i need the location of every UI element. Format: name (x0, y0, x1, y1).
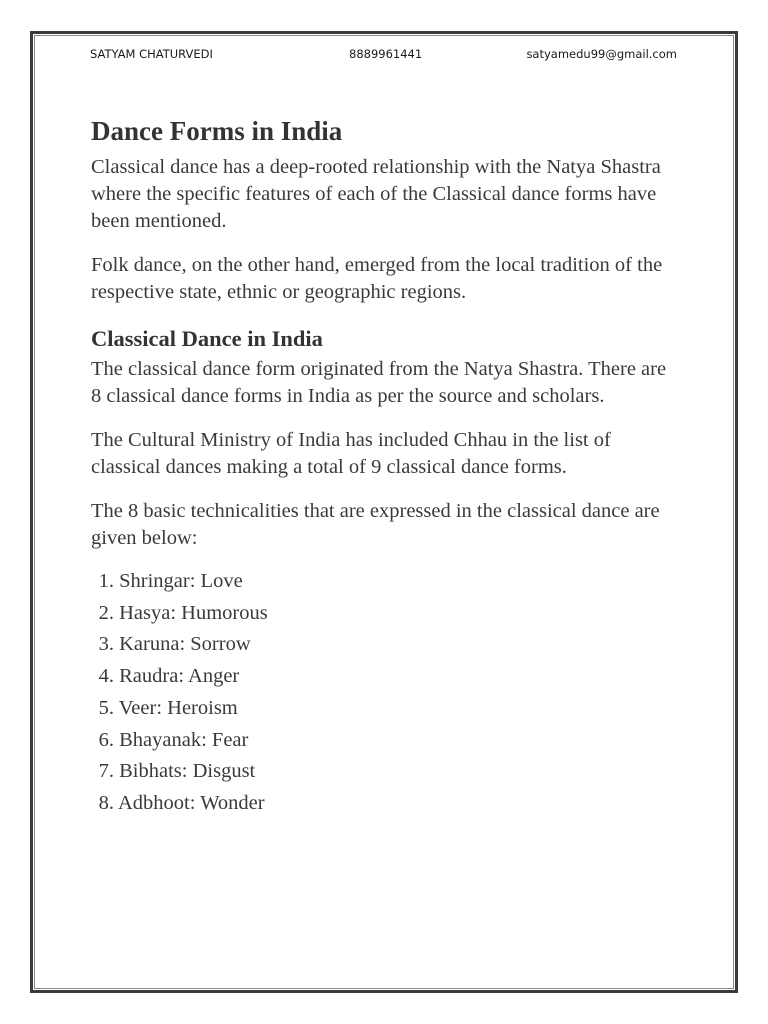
list-text: Adbhoot: Wonder (118, 791, 265, 814)
list-item (91, 629, 681, 661)
list-number: 5. (98, 696, 114, 719)
list-number: 1. (98, 570, 114, 592)
page-title: Dance Forms in India (91, 116, 343, 146)
intro-paragraph: Folk dance, on the other hand, emerged from the local tradition of the respective state, ethnic or geographic regions. (91, 254, 663, 303)
section-paragraph: The classical dance form originated from the Natya Shastra. There are 8 classical dance forms in India as per the source and scholars. (91, 358, 667, 407)
list-number: 2. (98, 601, 114, 624)
list-number: 3. (98, 633, 114, 656)
list-number: 7. (98, 760, 114, 783)
list-item (91, 566, 681, 598)
list-text: Karuna: Sorrow (119, 633, 251, 656)
list-item (91, 756, 681, 788)
list-text: Hasya: Humorous (119, 601, 268, 624)
list-text: Bhayanak: Fear (119, 728, 249, 751)
intro-paragraph: Classical dance has a deep-rooted relationship with the Natya Shastra where the specific features of each of the Classical dance forms have been mentioned. (91, 156, 661, 232)
section-paragraph: The 8 basic technicalities that are expressed in the classical dance are given below: (91, 500, 660, 549)
list-text: Bibhats: Disgust (119, 760, 256, 783)
author-name: SATYAM CHATURVEDI (90, 47, 213, 61)
section-paragraph: The Cultural Ministry of India has included Chhau in the list of classical dances making a total of 9 classical dance forms. (91, 429, 611, 478)
page-header (90, 47, 680, 65)
author-email: satyamedu99@gmail.com (526, 47, 677, 61)
document-body (91, 110, 681, 820)
list-item (91, 788, 681, 820)
author-phone: 8889961441 (349, 47, 423, 61)
list-number: 8. (98, 791, 114, 814)
section-heading: Classical Dance in India (91, 326, 323, 351)
list-text: Veer: Heroism (118, 696, 238, 719)
list-text: Raudra: Anger (119, 665, 240, 688)
technicalities-list (91, 566, 681, 820)
list-item (91, 598, 681, 630)
list-number: 4. (98, 665, 114, 688)
list-item (91, 661, 681, 693)
list-number: 6. (98, 728, 114, 751)
list-item (91, 725, 681, 757)
list-item (91, 693, 681, 725)
list-text: Shringar: Love (119, 570, 243, 592)
